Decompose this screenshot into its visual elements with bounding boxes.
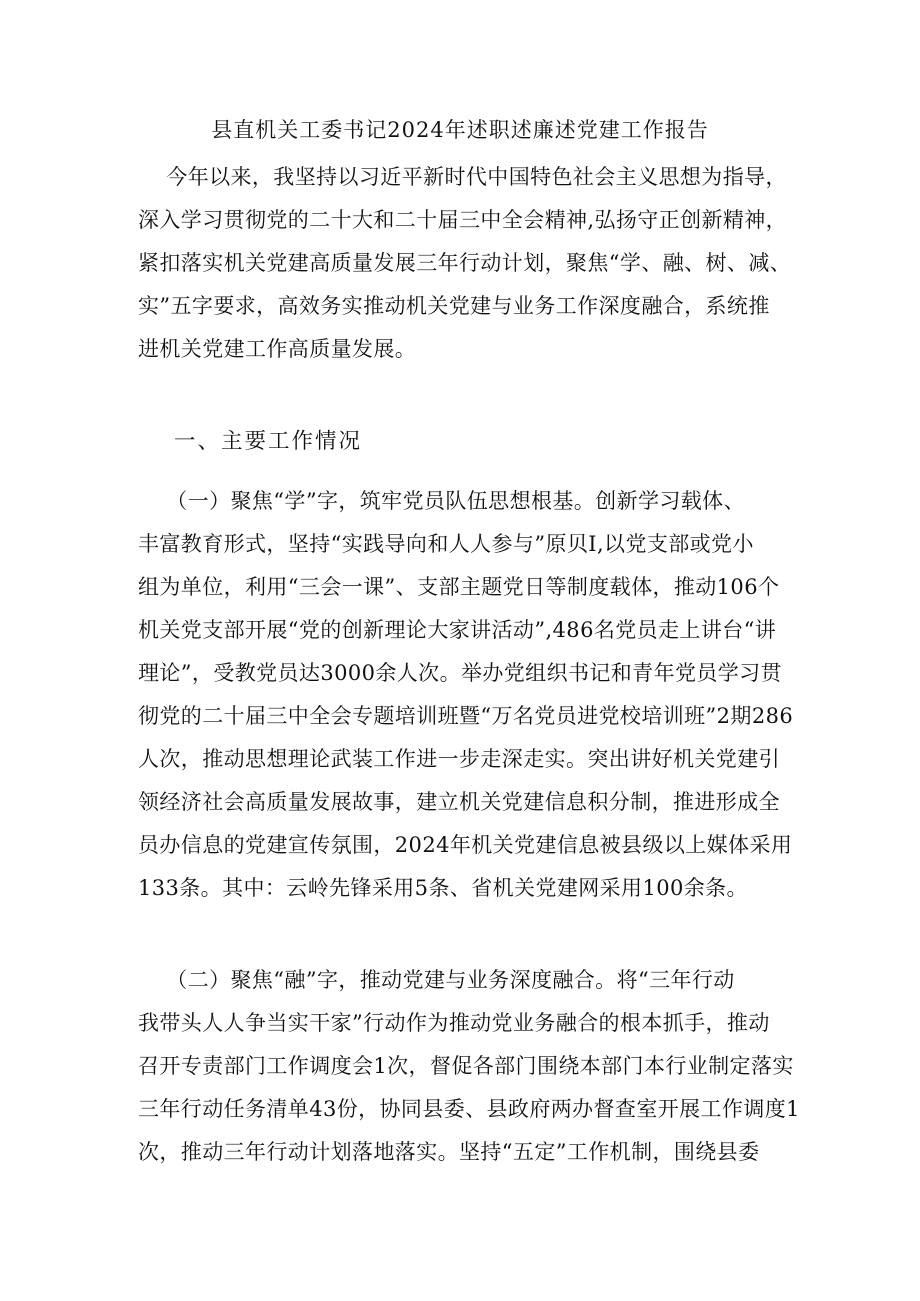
paragraph-line: 人次，推动思想理论武装工作进一步走深走实。突出讲好机关党建引 xyxy=(138,747,780,771)
intro-line: 今年以来，我坚持以习近平新时代中国特色社会主义思想为指导， xyxy=(138,165,787,189)
paragraph-line: 三年行动任务清单43份，协同县委、县政府两办督查室开展工作调度1 xyxy=(138,1097,800,1121)
paragraph-line: 133条。其中：云岭先锋采用5条、省机关党建网采用100余条。 xyxy=(138,876,748,900)
paragraph-line: 彻党的二十届三中全会专题培训班暨“万名党员进党校培训班”2期286 xyxy=(138,704,794,728)
intro-line: 紧扣落实机关党建高质量发展三年行动计划，聚焦“学、融、树、减、 xyxy=(138,251,792,275)
paragraph-line: 组为单位，利用“三会一课”、支部主题党日等制度载体，推动106个 xyxy=(138,575,780,599)
intro-line: 实”五字要求，高效务实推动机关党建与业务工作深度融合，系统推 xyxy=(138,294,770,318)
paragraph-line: 机关党支部开展“党的创新理论大家讲活动”,486名党员走上讲台“讲 xyxy=(138,618,777,642)
paragraph-line: 领经济社会高质量发展故事，建立机关党建信息积分制，推进形成全 xyxy=(138,790,780,814)
intro-line: 深入学习贯彻党的二十大和二十届三中全会精神,弘扬守正创新精神， xyxy=(138,208,788,232)
intro-paragraph xyxy=(138,156,808,371)
paragraph-line: （二）聚焦“融”字，推动党建与业务深度融合。将“三年行动 xyxy=(138,968,735,992)
paragraph-study xyxy=(138,480,808,910)
section-heading: 一、主要工作情况 xyxy=(174,429,363,454)
paragraph-line: 丰富教育形式，坚持“实践导向和人人参与”原贝I,以党支部或党小 xyxy=(138,532,754,556)
paragraph-line: 理论”，受教党员达3000余人次。举办党组织书记和青年党员学习贯 xyxy=(138,661,782,685)
intro-line: 进机关党建工作高质量发展。 xyxy=(138,337,417,361)
paragraph-line: 员办信息的党建宣传氛围，2024年机关党建信息被县级以上媒体采用 xyxy=(138,833,793,857)
paragraph-integration xyxy=(138,959,808,1174)
paragraph-line: 召开专责部门工作调度会1次，督促各部门围绕本部门本行业制定落实 xyxy=(138,1054,794,1078)
paragraph-line: （一）聚焦“学”字，筑牢党员队伍思想根基。创新学习载体、 xyxy=(138,489,745,513)
paragraph-line: 次，推动三年行动计划落地落实。坚持“五定”工作机制，围绕县委 xyxy=(138,1140,760,1164)
document-title: 县直机关工委书记2024年述职述廉述党建工作报告 xyxy=(211,118,709,142)
paragraph-line: 我带头人人争当实干家”行动作为推动党业务融合的根本抓手，推动 xyxy=(138,1011,770,1035)
